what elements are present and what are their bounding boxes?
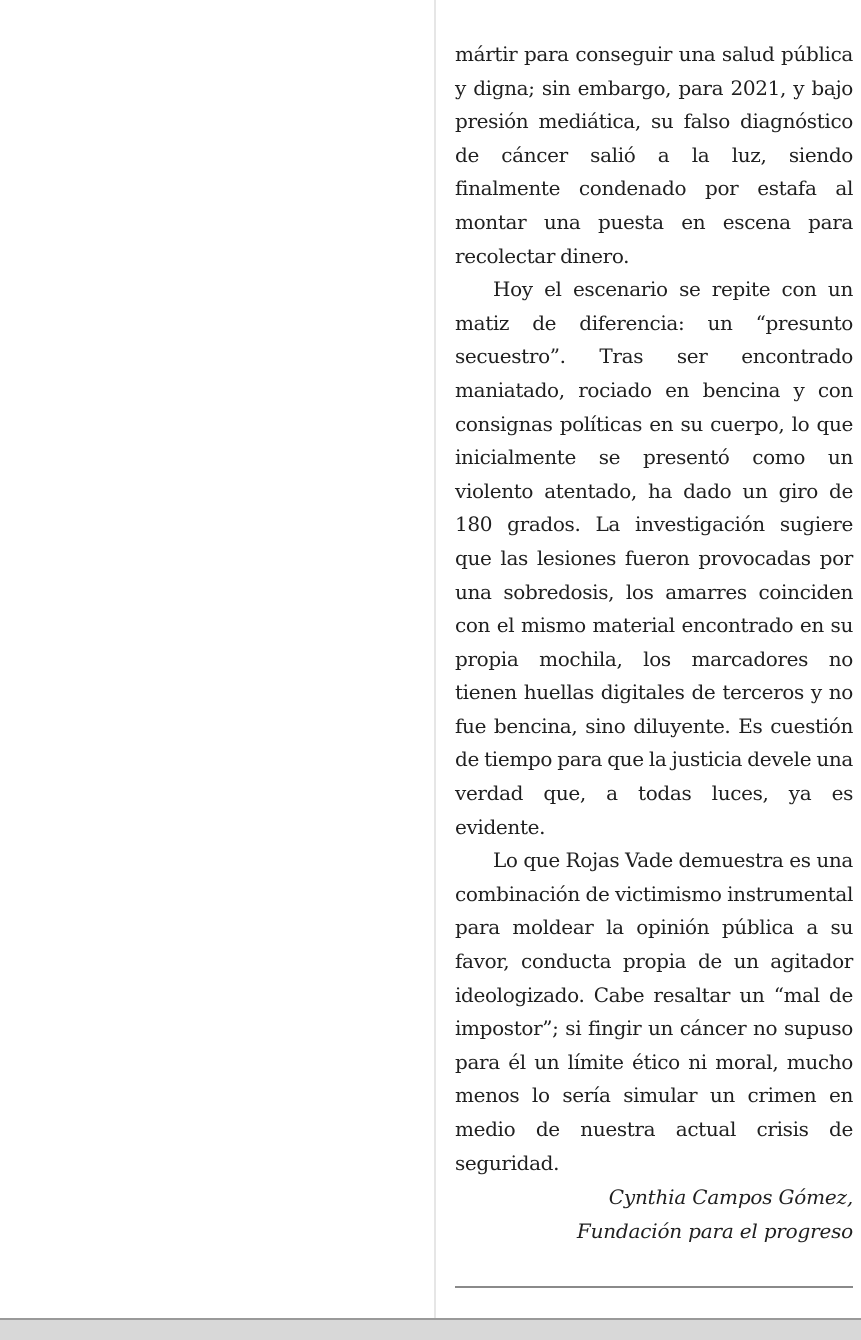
paragraph-1: mártir para conseguir una salud pública y digna; sin embargo, para 2021, y bajo presión mediática, su falso diagnóstico de cáncer salió a la luz, siendo finalmente condenado por estafa al montar una puesta en escena para recolectar dinero. <box>455 42 853 268</box>
article-body <box>455 38 853 1180</box>
paragraph-2: Hoy el escenario se repite con un matiz de diferencia: un “presunto secuestro”. Tras ser encontrado maniatado, rociado en bencina y con consignas políticas en su cuerpo, lo que inicialmente se presentó como un violento atentado, ha dado un giro de 180 grados. La investigación sugiere que las lesiones fueron provocadas por una sobredosis, los amarres coinciden con el mismo material encontrado en su propia mochila, los marcadores no tienen huellas digitales de terceros y no fue bencina, sino diluyente. Es cuestión de tiempo para que la justicia devele una verdad que, a todas luces, ya es evidente. <box>455 277 853 839</box>
column-divider <box>434 0 436 1318</box>
author-signature <box>455 1180 853 1248</box>
author-name: Cynthia Campos Gómez, <box>608 1185 853 1209</box>
left-page-margin <box>0 0 432 1318</box>
paragraph-3: Lo que Rojas Vade demuestra es una combinación de victimismo instrumental para moldear la opinión pública a su favor, conducta propia de un agitador ideologizado. Cabe resaltar un “mal de impostor”; si fingir un cáncer no supuso para él un límite ético ni moral, mucho menos lo sería simular un crimen en medio de nuestra actual crisis de seguridad. <box>455 848 853 1175</box>
author-organization: Fundación para el progreso <box>576 1219 853 1243</box>
article-end-rule <box>455 1286 853 1288</box>
page-bottom-edge <box>0 1318 861 1340</box>
